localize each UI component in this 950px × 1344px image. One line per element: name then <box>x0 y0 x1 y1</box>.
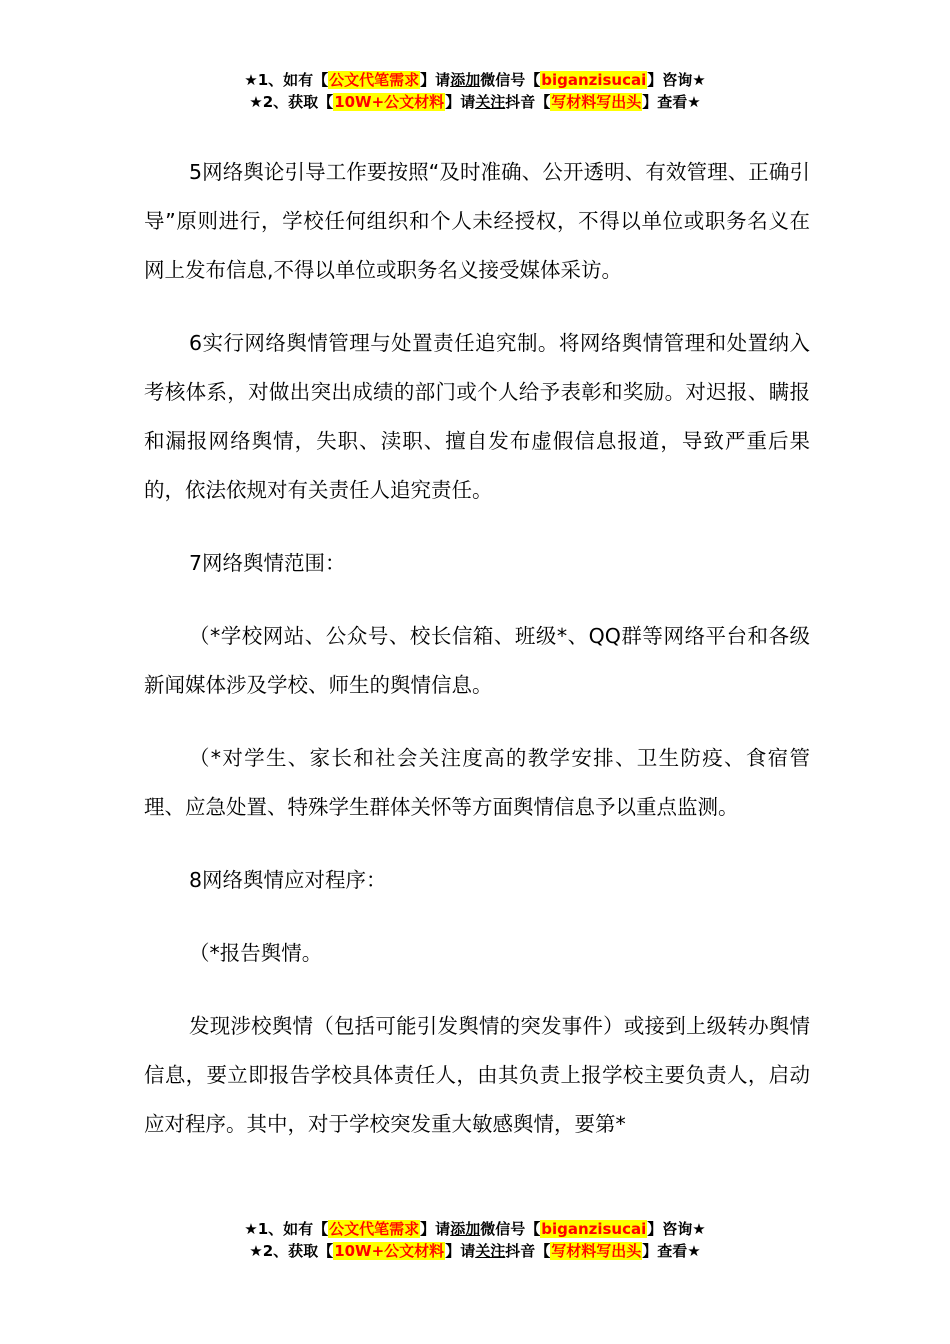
douyin-id: 写材料写出头 <box>551 93 642 111</box>
header-line-1: ★1、如有【公文代笔需求】请添加微信号【biganzisucai】咨询★ <box>244 71 706 89</box>
footer-line-2: ★2、获取【10W+公文材料】请关注抖音【写材料写出头】查看★ <box>249 1242 701 1260</box>
douyin-id: 写材料写出头 <box>551 1242 642 1260</box>
paragraph: 发现涉校舆情（包括可能引发舆情的突发事件）或接到上级转办舆情信息，要立即报告学校具体责任人，由其负责上报学校主要负责人，启动应对程序。其中，对于学校突发重大敏感舆情，要第* <box>144 1014 810 1136</box>
paragraph: 7网络舆情范围： <box>189 551 346 575</box>
paragraph: 8网络舆情应对程序： <box>189 868 387 892</box>
footer-banner <box>0 1218 950 1262</box>
wechat-id: biganzisucai <box>541 71 647 89</box>
paragraph: 5网络舆论引导工作要按照“及时准确、公开透明、有效管理、正确引导”原则进行，学校任何组织和个人未经授权，不得以单位或职务名义在网上发布信息,不得以单位或职务名义接受媒体采访。 <box>144 160 810 282</box>
highlight-text: 公文代笔需求 <box>329 71 420 89</box>
paragraph: （*报告舆情。 <box>189 941 323 965</box>
header-line-2: ★2、获取【10W+公文材料】请关注抖音【写材料写出头】查看★ <box>249 93 701 111</box>
highlight-text: 10W+公文材料 <box>334 93 445 111</box>
highlight-text: 公文代笔需求 <box>329 1220 420 1238</box>
paragraph: （*对学生、家长和社会关注度高的教学安排、卫生防疫、食宿管理、应急处置、特殊学生群体关怀等方面舆情信息予以重点监测。 <box>144 746 810 819</box>
header-banner <box>0 69 950 113</box>
footer-line-1: ★1、如有【公文代笔需求】请添加微信号【biganzisucai】咨询★ <box>244 1220 706 1238</box>
document-body <box>144 148 810 1173</box>
paragraph: 6实行网络舆情管理与处置责任追究制。将网络舆情管理和处置纳入考核体系，对做出突出成绩的部门或个人给予表彰和奖励。对迟报、瞒报和漏报网络舆情，失职、渎职、擅自发布虚假信息报道，导致严重后果的，依法依规对有关责任人追究责任。 <box>144 331 810 502</box>
wechat-id: biganzisucai <box>541 1220 647 1238</box>
highlight-text: 10W+公文材料 <box>334 1242 445 1260</box>
paragraph: （*学校网站、公众号、校长信箱、班级*、QQ群等网络平台和各级新闻媒体涉及学校、师生的舆情信息。 <box>144 624 810 697</box>
